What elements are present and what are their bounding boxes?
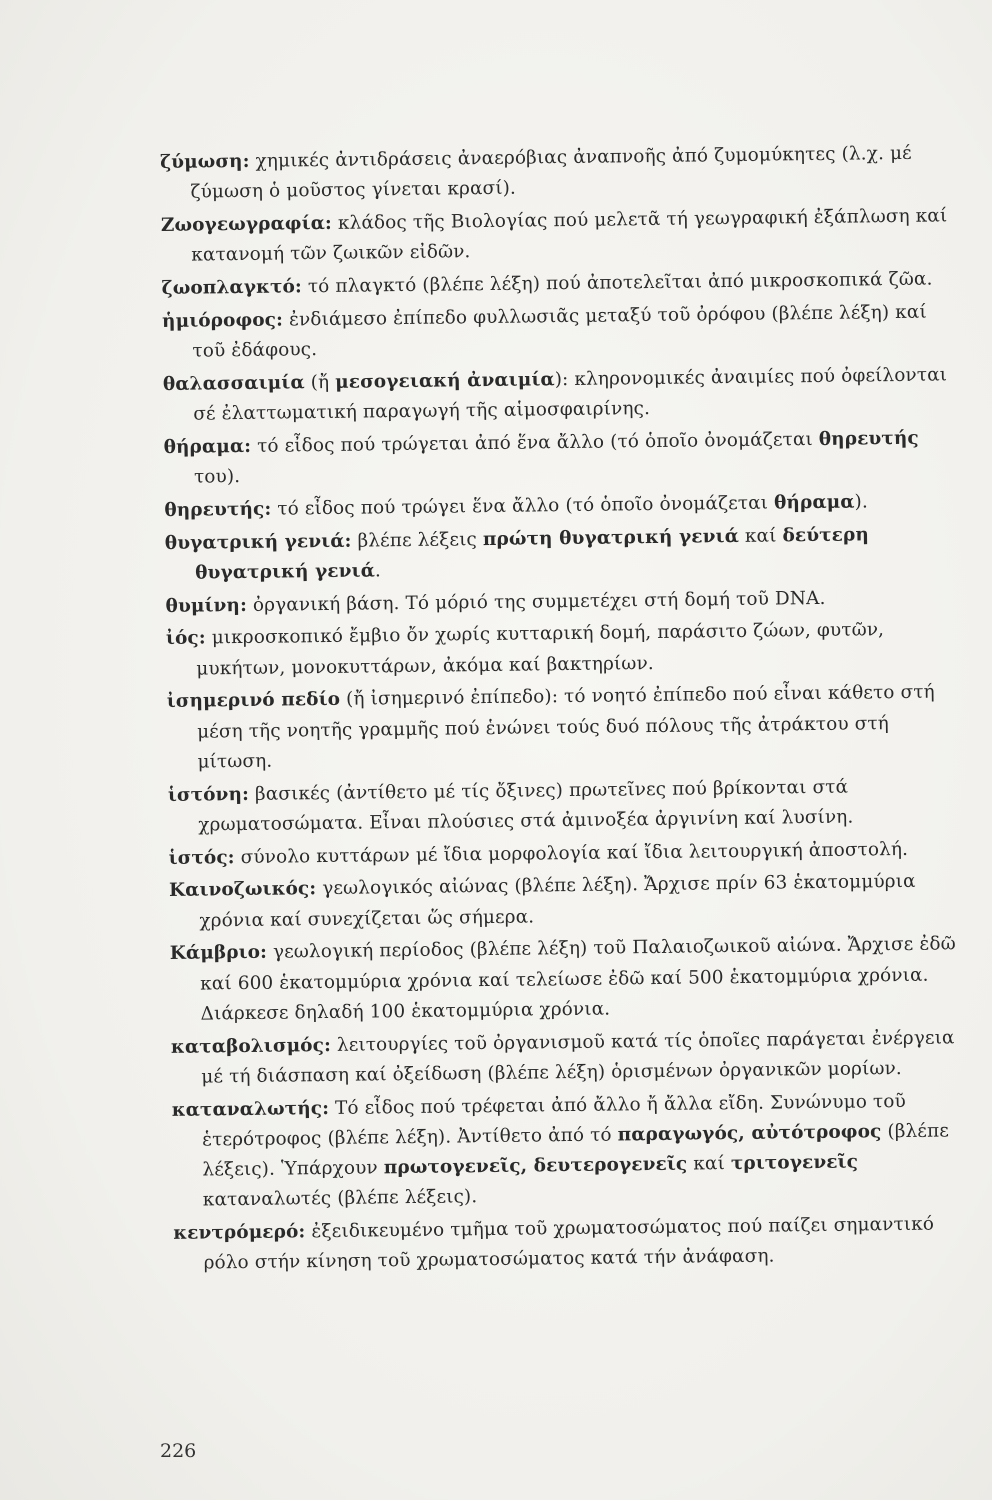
entry-definition: καταναλωτές (βλέπε λέξεις).: [202, 1186, 478, 1211]
entry-bold-reference: θηρευτής: [818, 427, 919, 450]
entry-term: Καινοζωικός:: [168, 878, 317, 902]
entry-definition: γεωλογικός αἰώνας (βλέπε λέξη). Ἄρχισε πρίν 63 ἑκατομμύρια χρόνια καί συνεχίζεται ὥς σήμερα.: [199, 871, 916, 932]
entry-bold-reference: πρωτογενεῖς, δευτερογενεῖς: [383, 1153, 688, 1179]
glossary-entries: [160, 138, 974, 1282]
glossary-entry: [168, 771, 969, 841]
entry-term: θήραμα:: [163, 435, 252, 458]
glossary-entry: [169, 867, 970, 937]
entry-definition: τό εἶδος πού τρώγει ἕνα ἄλλο (τό ὁποῖο ὀνομάζεται: [271, 492, 775, 520]
entry-definition: τό εἶδος πού τρώγεται ἀπό ἕνα ἄλλο (τό ὁποῖο ὀνομάζεται: [251, 428, 819, 457]
entry-bold-reference: θήραμα: [773, 491, 855, 514]
glossary-entry: [170, 930, 971, 1030]
entry-definition: βασικές (ἀντίθετο μέ τίς ὄξινες) πρωτεῖνες πού βρίκονται στά χρωματοσώματα. Εἶναι πλούσιες στά ἀμινοξέα ἀργινίνη καί λυσίνη.: [198, 776, 854, 836]
entry-definition: .: [374, 560, 382, 582]
glossary-entry: [171, 1023, 972, 1093]
entry-definition: μικροσκοπικό ἔμβιο ὄν χωρίς κυτταρική δομή, παράσιτο ζώων, φυτῶν, μυκήτων, μονοκυττάρων, ἀκόμα καί βακτηρίων.: [196, 619, 885, 680]
entry-term: καταβολισμός:: [170, 1034, 332, 1058]
entry-bold-reference: παραγωγός, αὐτότροφος: [617, 1121, 882, 1146]
entry-definition: ): κληρονομικές ἀναιμίες πού ὀφείλονται σέ ἐλαττωματική παραγωγή τῆς αἱμοσφαιρίνης.: [193, 364, 948, 425]
entry-definition: καί: [687, 1153, 732, 1175]
entry-definition: βλέπε λέξεις: [351, 528, 484, 552]
entry-definition: Τό εἶδος πού τρέφεται ἀπό ἄλλο ἤ ἄλλα εἴδη. Συνώνυμο τοῦ ἑτερότροφος (βλέπε λέξη). Ἀντίθετο ἀπό τό: [201, 1090, 906, 1151]
entry-bold-reference: μεσογειακή ἀναιμία: [335, 368, 555, 393]
glossary-entry: [162, 297, 963, 367]
entry-definition: ).: [854, 491, 869, 513]
glossary-entry: [172, 1086, 973, 1217]
entry-term: Κάμβριο:: [169, 942, 268, 965]
glossary-entry: [165, 519, 966, 589]
entry-bold-reference: τριτογενεῖς: [730, 1151, 859, 1175]
entry-definition: (ἤ: [304, 371, 336, 394]
entry-term: θυγατρική γενιά:: [164, 530, 352, 554]
entry-term: ἰσημερινό πεδίο: [166, 689, 341, 713]
entry-term: Ζωογεωγραφία:: [160, 212, 333, 236]
entry-definition: γεωλογική περίοδος (βλέπε λέξη) τοῦ Παλαιοζωικοῦ αἰώνα. Ἄρχισε ἐδῶ καί 600 ἑκατομμύρια χρόνια καί τελείωσε ἐδῶ καί 500 ἑκατομμύρια χρόνια. Διάρκεσε δηλαδή 100 ἑκατομμύρια χρόνια.: [200, 933, 956, 1025]
entry-definition: ἐξειδικευμένο τμῆμα τοῦ χρωματοσώματος πού παίζει σημαντικό ρόλο στήν κίνηση τοῦ χρωματοσώματος κατά τήν ἀνάφαση.: [203, 1213, 935, 1274]
entry-bold-reference: δεύτερη θυγατρική γενιά: [195, 523, 870, 584]
glossary-entry: [166, 615, 967, 685]
entry-definition: ὀργανική βάση. Τό μόριό της συμμετέχει στή δομή τοῦ DNA.: [246, 587, 826, 616]
entry-term: κεντρόμερό:: [173, 1221, 306, 1244]
entry-definition: του).: [193, 466, 241, 488]
entry-term: ἱστόνη:: [167, 783, 250, 806]
page-number: 226: [160, 1440, 197, 1462]
entry-term: καταναλωτής:: [171, 1097, 330, 1121]
entry-term: ἡμιόροφος:: [161, 309, 284, 332]
entry-bold-reference: πρώτη θυγατρική γενιά: [482, 525, 740, 550]
entry-definition: λειτουργίες τοῦ ὀργανισμοῦ κατά τίς ὁποῖες παράγεται ἐνέργεια μέ τή διάσπαση καί ὀξείδωση (βλέπε λέξη) ὁρισμένων ὀργανικῶν μορίων.: [201, 1026, 955, 1088]
glossary-entry: [167, 678, 968, 778]
entry-term: θαλασσαιμία: [162, 372, 305, 395]
entry-term: θηρευτής:: [164, 498, 272, 521]
entry-term: θυμίνη:: [165, 594, 248, 617]
entry-term: ζύμωση:: [160, 150, 250, 173]
glossary-entry: [173, 1209, 974, 1279]
glossary-entry: [160, 138, 961, 208]
entry-definition: καί: [738, 525, 783, 547]
entry-definition: χημικές ἀντιδράσεις ἀναερόβιας ἀναπνοῆς ἀπό ζυμομύκητες (λ.χ. μέ ζύμωση ὁ μοῦστος γίνεται κρασί).: [190, 142, 912, 203]
glossary-entry: [161, 201, 962, 271]
glossary-entry: [163, 360, 964, 430]
entry-definition: κλάδος τῆς Βιολογίας πού μελετᾶ τή γεωγραφική ἐξάπλωση καί κατανομή τῶν ζωικῶν εἰδῶν.: [191, 205, 948, 266]
glossary-entry: [163, 423, 964, 493]
entry-definition: (βλέπε λέξεις). Ὑπάρχουν: [202, 1120, 950, 1181]
entry-definition: σύνολο κυττάρων μέ ἴδια μορφολογία καί ἴδια λειτουργική ἀποστολή.: [234, 838, 909, 868]
entry-term: ἰός:: [165, 627, 206, 650]
entry-definition: (ἤ ἰσημερινό ἐπίπεδο): τό νοητό ἐπίπεδο πού εἶναι κάθετο στή μέση τῆς νοητῆς γραμμῆς πού ἑνώνει τούς δυό πόλους τῆς ἀτράκτου στή μίτωση.: [197, 681, 935, 773]
entry-term: ζωοπλαγκτό:: [161, 276, 303, 299]
entry-definition: ἐνδιάμεσο ἐπίπεδο φυλλωσιᾶς μεταξύ τοῦ ὀρόφου (βλέπε λέξη) καί τοῦ ἐδάφους.: [192, 301, 927, 362]
entry-definition: τό πλαγκτό (βλέπε λέξη) πού ἀποτελεῖται ἀπό μικροσκοπικά ζῶα.: [301, 268, 933, 298]
entry-term: ἱστός:: [168, 846, 235, 869]
